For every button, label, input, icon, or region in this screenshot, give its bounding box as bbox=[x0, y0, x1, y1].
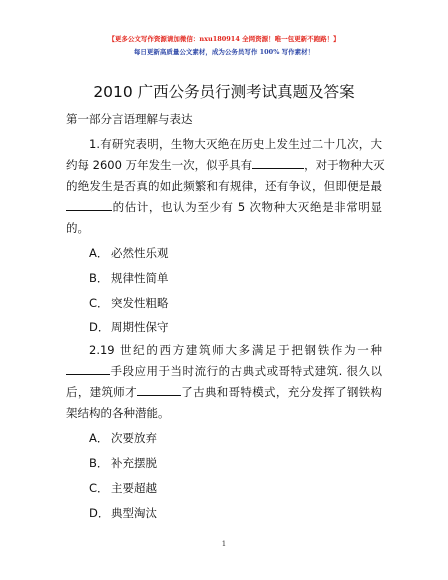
question-2-text: 后，建筑师才 bbox=[66, 385, 137, 399]
option-key: C． bbox=[89, 481, 109, 495]
answer-blank bbox=[66, 362, 110, 375]
question-2-option-a[interactable] bbox=[89, 430, 157, 446]
question-2-line: 架结构的各种潜能。 bbox=[66, 406, 170, 420]
question-2-line: 2.19 世纪的西方建筑师大多满足于把钢铁作为一种 bbox=[89, 343, 382, 357]
option-text: 补充摆脱 bbox=[111, 456, 157, 470]
question-2-line bbox=[66, 382, 382, 403]
question-1-option-c[interactable] bbox=[89, 295, 169, 311]
question-1-text: 约每 2600 万年发生一次，似乎具有 bbox=[66, 158, 253, 172]
option-text: 规律性简单 bbox=[111, 271, 169, 285]
page-number: 1 bbox=[221, 540, 227, 548]
option-text: 典型淘汰 bbox=[111, 506, 157, 520]
question-2-option-d[interactable] bbox=[89, 505, 157, 521]
option-key: A． bbox=[89, 431, 109, 445]
section-heading: 第一部分言语理解与表达 bbox=[66, 112, 193, 126]
option-text: 次要放弃 bbox=[111, 431, 157, 445]
question-1-line: 的绝发生是否真的如此频繁和有规律，还有争议，但即便是最 bbox=[66, 179, 382, 193]
option-key: B． bbox=[89, 271, 109, 285]
option-text: 主要超越 bbox=[111, 481, 157, 495]
promo-banner-line-1: 【更多公文写作资源请加微信：nxu180914 全网资源！唯一包更新不跑路！】 bbox=[108, 35, 340, 43]
option-text: 周期性保守 bbox=[111, 320, 169, 334]
answer-blank bbox=[137, 383, 181, 396]
answer-blank bbox=[66, 198, 112, 211]
question-1-line bbox=[66, 155, 385, 176]
question-2-option-b[interactable] bbox=[89, 455, 157, 471]
question-1-text: ，对于物种大灭 bbox=[304, 158, 385, 172]
question-1-line: 的。 bbox=[66, 221, 89, 235]
question-2-text: 了古典和哥特模式，充分发挥了钢铁构 bbox=[180, 385, 383, 399]
question-2-stem bbox=[66, 340, 382, 424]
document-title: 2010 广西公务员行测考试真题及答案 bbox=[93, 83, 355, 101]
question-2-line bbox=[66, 361, 382, 382]
question-1-text: 的估计，也认为至少有 5 次物种大灭绝是非常明显 bbox=[112, 200, 382, 214]
option-key: A． bbox=[89, 246, 109, 260]
option-key: D． bbox=[89, 506, 110, 520]
question-2-text: 手段应用于当时流行的古典式或哥特式建筑. 很久以 bbox=[110, 364, 382, 378]
question-1-option-d[interactable] bbox=[89, 319, 169, 335]
question-1-line: 1.有研究表明，生物大灭绝在历史上发生过二十几次，大 bbox=[89, 137, 382, 151]
option-key: B． bbox=[89, 456, 109, 470]
option-key: C． bbox=[89, 296, 109, 310]
question-2-option-c[interactable] bbox=[89, 480, 157, 496]
question-1-option-a[interactable] bbox=[89, 245, 169, 261]
promo-banner-line-2: 每日更新高质量公文素材，成为公务员写作 100% 写作素材！ bbox=[133, 48, 315, 56]
option-text: 突发性粗略 bbox=[111, 296, 169, 310]
option-key: D． bbox=[89, 320, 110, 334]
question-1-line bbox=[66, 197, 382, 218]
question-1-option-b[interactable] bbox=[89, 270, 169, 286]
option-text: 必然性乐观 bbox=[111, 246, 169, 260]
answer-blank bbox=[252, 156, 304, 169]
question-1-stem bbox=[66, 134, 385, 239]
